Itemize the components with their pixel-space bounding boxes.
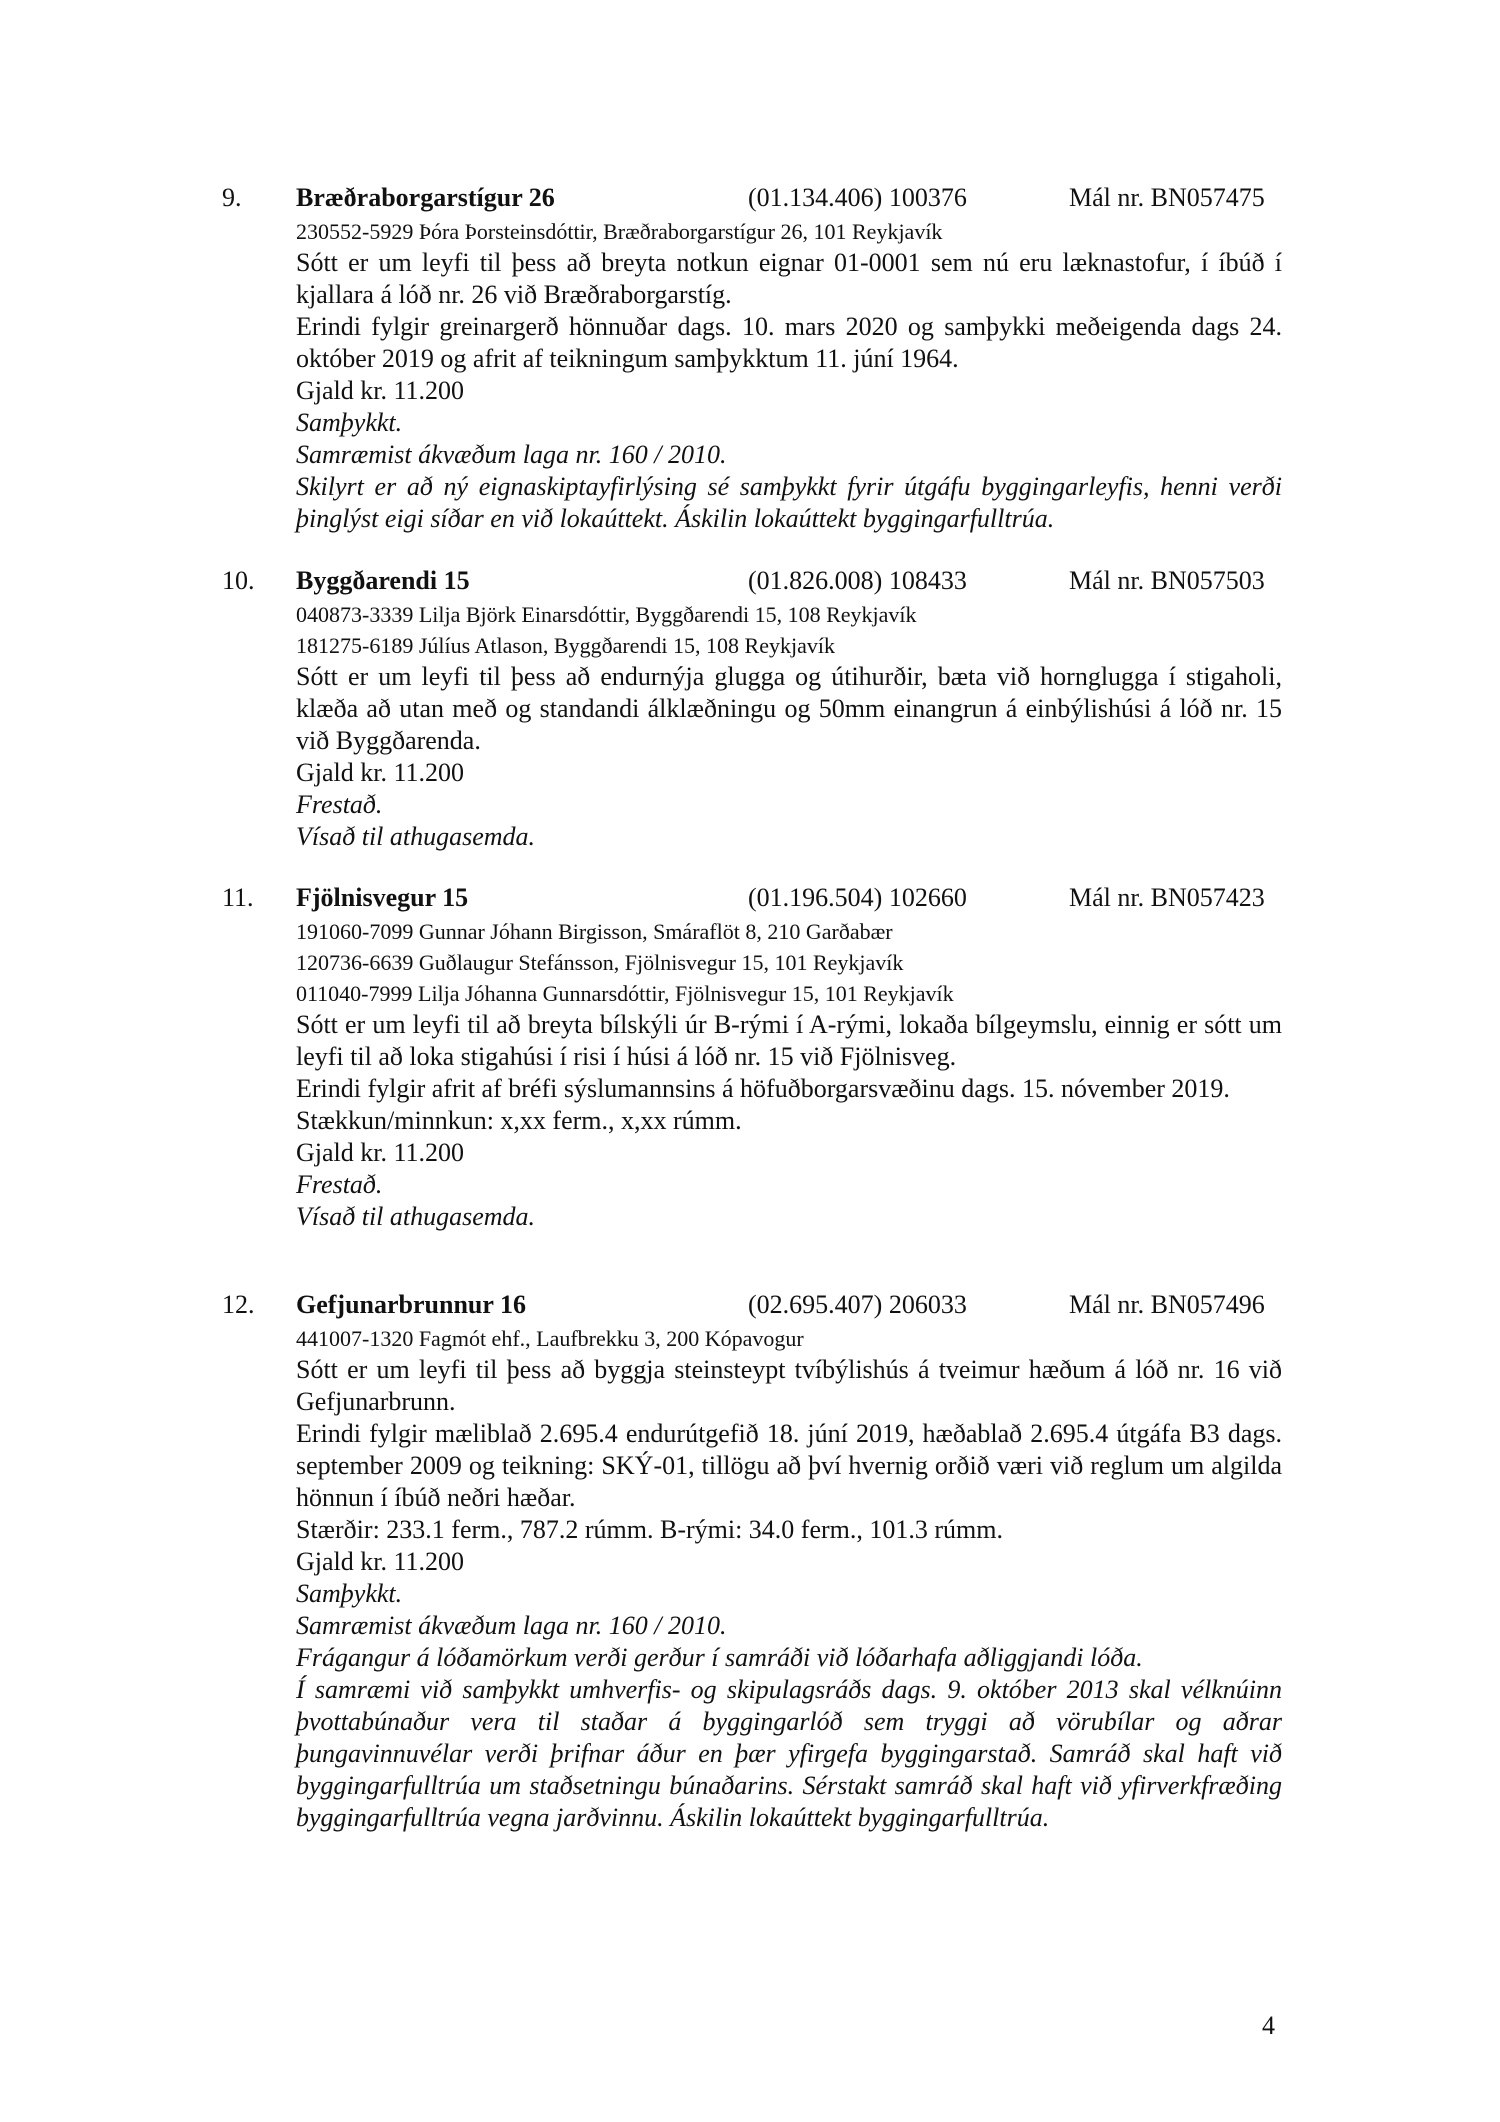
size-line: Stærðir: 233.1 ferm., 787.2 rúmm. B-rými: 34.0 ferm., 101.3 rúmm. (296, 1515, 1003, 1544)
entry-lot-number: (01.196.504) 102660 (748, 883, 967, 912)
applicant-line: 441007-1320 Fagmót ehf., Laufbrekku 3, 200 Kópavogur (296, 1326, 804, 1351)
description-paragraph: Sótt er um leyfi til þess að breyta notkun eignar 01-0001 sem nú eru læknastofur, í íbúð í kjallara á lóð nr. 26 við Bræðraborgarstíg. (296, 248, 1282, 309)
entry-address: Bræðraborgarstígur 26 (296, 183, 555, 212)
entry-header (222, 1287, 1282, 1323)
entry-lot-number: (01.134.406) 100376 (748, 183, 967, 212)
applicant-line: 040873-3339 Lilja Björk Einarsdóttir, Byggðarendi 15, 108 Reykjavík (296, 602, 917, 627)
description-paragraph: Sótt er um leyfi til þess að endurnýja glugga og útihurðir, bæta við hornglugga í stigaholi, klæða að utan með og standandi álklæðningu og 50mm einangrun á einbýlishúsi á lóð nr. 15 við Byggðarenda. (296, 662, 1282, 755)
decision-line: Samþykkt. (296, 408, 403, 437)
applicant-line: 191060-7099 Gunnar Jóhann Birgisson, Smáraflöt 8, 210 Garðabær (296, 919, 893, 944)
decision-line: Samþykkt. (296, 1579, 403, 1608)
decision-line: Frágangur á lóðamörkum verði gerður í samráði við lóðarhafa aðliggjandi lóða. (296, 1643, 1143, 1672)
entry-lot-number: (02.695.407) 206033 (748, 1290, 967, 1319)
applicant-line: 120736-6639 Guðlaugur Stefánsson, Fjölnisvegur 15, 101 Reykjavík (296, 950, 904, 975)
decision-line: Samræmist ákvæðum laga nr. 160 / 2010. (296, 440, 727, 469)
entry-number: 12. (222, 1290, 255, 1319)
entry-number: 9. (222, 183, 242, 212)
case-entry (222, 180, 1282, 535)
entry-address: Gefjunarbrunnur 16 (296, 1290, 526, 1319)
size-line: Stækkun/minnkun: x,xx ferm., x,xx rúmm. (296, 1106, 742, 1135)
entry-case-number: Mál nr. BN057423 (1069, 883, 1265, 912)
decision-line: Vísað til athugasemda. (296, 822, 536, 851)
entry-number: 11. (222, 883, 254, 912)
applicant-line: 230552-5929 Þóra Þorsteinsdóttir, Bræðraborgarstígur 26, 101 Reykjavík (296, 219, 943, 244)
entry-case-number: Mál nr. BN057496 (1069, 1290, 1265, 1319)
decision-line: Skilyrt er að ný eignaskiptayfirlýsing sé samþykkt fyrir útgáfu byggingarleyfis, henni verði þinglýst eigi síðar en við lokaúttekt. Áskilin lokaúttekt byggingarfulltrúa. (296, 472, 1282, 533)
fee-line: Gjald kr. 11.200 (296, 1138, 465, 1167)
fee-line: Gjald kr. 11.200 (296, 1547, 465, 1576)
entry-header (222, 563, 1282, 599)
description-paragraph: Sótt er um leyfi til að breyta bílskýli úr B-rými í A-rými, lokaða bílgeymslu, einnig er sótt um leyfi til að loka stigahúsi í risi í húsi á lóð nr. 15 við Fjölnisveg. (296, 1010, 1282, 1071)
description-paragraph: Sótt er um leyfi til þess að byggja steinsteypt tvíbýlishús á tveimur hæðum á lóð nr. 16 við Gefjunarbrunn. (296, 1355, 1282, 1416)
entry-lot-number: (01.826.008) 108433 (748, 566, 967, 595)
entry-case-number: Mál nr. BN057475 (1069, 183, 1265, 212)
decision-line: Samræmist ákvæðum laga nr. 160 / 2010. (296, 1611, 727, 1640)
decision-line: Frestað. (296, 1170, 383, 1199)
description-paragraph: Erindi fylgir mæliblað 2.695.4 endurútgefið 18. júní 2019, hæðablað 2.695.4 útgáfa B3 dags. september 2009 og teikning: SKÝ-01, tillögu að því hvernig orðið væri við reglum um algilda hönnun í íbúð neðri hæðar. (296, 1419, 1282, 1512)
decision-line: Vísað til athugasemda. (296, 1202, 536, 1231)
entry-header (222, 180, 1282, 216)
entry-address: Fjölnisvegur 15 (296, 883, 469, 912)
page-number: 4 (1262, 2011, 1275, 2040)
fee-line: Gjald kr. 11.200 (296, 758, 465, 787)
entry-address: Byggðarendi 15 (296, 566, 470, 595)
description-paragraph: Erindi fylgir greinargerð hönnuðar dags. 10. mars 2020 og samþykki meðeigenda dags 24. október 2019 og afrit af teikningum samþykktum 11. júní 1964. (296, 312, 1282, 373)
description-paragraph: Erindi fylgir afrit af bréfi sýslumannsins á höfuðborgarsvæðinu dags. 15. nóvember 2019. (296, 1074, 1230, 1103)
entry-number: 10. (222, 566, 255, 595)
case-entry (222, 1287, 1282, 1834)
case-entry (222, 563, 1282, 853)
applicant-line: 181275-6189 Júlíus Atlason, Byggðarendi 15, 108 Reykjavík (296, 633, 835, 658)
entry-header (222, 880, 1282, 916)
decision-line: Frestað. (296, 790, 383, 819)
fee-line: Gjald kr. 11.200 (296, 376, 465, 405)
entry-case-number: Mál nr. BN057503 (1069, 566, 1265, 595)
case-entry (222, 880, 1282, 1233)
decision-line: Í samræmi við samþykkt umhverfis- og skipulagsráðs dags. 9. október 2013 skal vélknúinn þvottabúnaður vera til staðar á byggingarlóð sem tryggi að vörubílar og aðrar þungavinnuvélar verði þrifnar áður en þær yfirgefa byggingarstað. Samráð skal haft við byggingarfulltrúa um staðsetningu búnaðarins. Sérstakt samráð skal haft við yfirverkfræðing byggingarfulltrúa vegna jarðvinnu. Áskilin lokaúttekt byggingarfulltrúa. (296, 1675, 1282, 1832)
applicant-line: 011040-7999 Lilja Jóhanna Gunnarsdóttir, Fjölnisvegur 15, 101 Reykjavík (296, 981, 954, 1006)
